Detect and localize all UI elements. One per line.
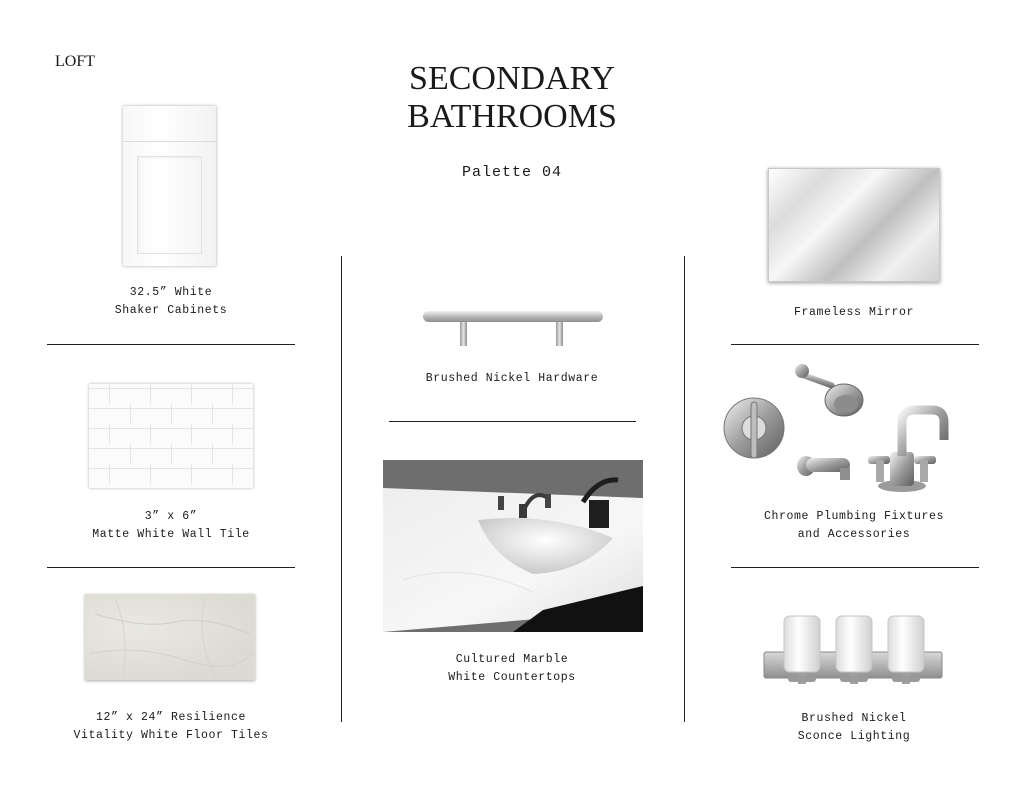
marble-countertop-image bbox=[383, 460, 643, 632]
rule-right-2 bbox=[731, 567, 979, 568]
lighting-caption-line-2: Sconce Lighting bbox=[797, 730, 911, 743]
wall-tile-caption-line-2: Matte White Wall Tile bbox=[92, 528, 250, 541]
countertops-caption bbox=[392, 651, 632, 687]
lighting-caption-line-1: Brushed Nickel bbox=[801, 712, 907, 725]
cabinets-caption-line-2: Shaker Cabinets bbox=[114, 304, 228, 317]
subway-tile-image bbox=[89, 384, 253, 488]
chrome-fixtures-image bbox=[722, 356, 954, 496]
floor-tile-veining bbox=[85, 594, 255, 680]
rule-center-1 bbox=[389, 421, 636, 422]
floor-tile-caption bbox=[50, 709, 292, 745]
floor-tile-caption-line-2: Vitality White Floor Tiles bbox=[73, 729, 269, 742]
shaker-cabinet-image bbox=[123, 106, 216, 266]
sconce-light-image bbox=[762, 612, 944, 694]
bar-pull-handle-image bbox=[420, 306, 606, 350]
cabinet-door-panel bbox=[137, 156, 202, 254]
cabinet-drawer bbox=[123, 106, 216, 142]
plumbing-caption-line-2: and Accessories bbox=[797, 528, 911, 541]
glass-shade-3-icon bbox=[888, 616, 924, 672]
title-line-2: BATHROOMS bbox=[407, 98, 617, 135]
cabinets-caption-line-1: 32.5” White bbox=[129, 286, 213, 299]
column-divider-left bbox=[341, 256, 342, 722]
floor-tile-caption-line-1: 12” x 24” Resilience bbox=[95, 711, 247, 724]
loft-label: LOFT bbox=[55, 53, 95, 70]
cabinets-caption bbox=[60, 284, 282, 320]
countertops-caption-line-2: White Countertops bbox=[448, 671, 576, 684]
wall-tile-caption-line-1: 3” x 6” bbox=[144, 510, 198, 523]
lighting-caption bbox=[733, 710, 975, 746]
column-divider-right bbox=[684, 256, 685, 722]
glass-shade-1-icon bbox=[784, 616, 820, 672]
page-title bbox=[362, 60, 662, 136]
rule-left-2 bbox=[47, 567, 295, 568]
mirror-caption bbox=[733, 304, 975, 322]
title-line-1: SECONDARY bbox=[409, 60, 615, 97]
countertops-caption-line-1: Cultured Marble bbox=[455, 653, 569, 666]
plumbing-caption bbox=[733, 508, 975, 544]
wall-tile-caption bbox=[60, 508, 282, 544]
mirror-caption-line-1: Frameless Mirror bbox=[793, 306, 915, 319]
rule-right-1 bbox=[731, 344, 979, 345]
palette-label: Palette 04 bbox=[461, 164, 562, 181]
floor-tile-image bbox=[85, 594, 255, 680]
plumbing-caption-line-1: Chrome Plumbing Fixtures bbox=[763, 510, 945, 523]
hardware-caption-line-1: Brushed Nickel Hardware bbox=[425, 372, 599, 385]
hardware-caption bbox=[392, 370, 632, 388]
frameless-mirror-image bbox=[768, 168, 940, 282]
rule-left-1 bbox=[47, 344, 295, 345]
glass-shade-2-icon bbox=[836, 616, 872, 672]
